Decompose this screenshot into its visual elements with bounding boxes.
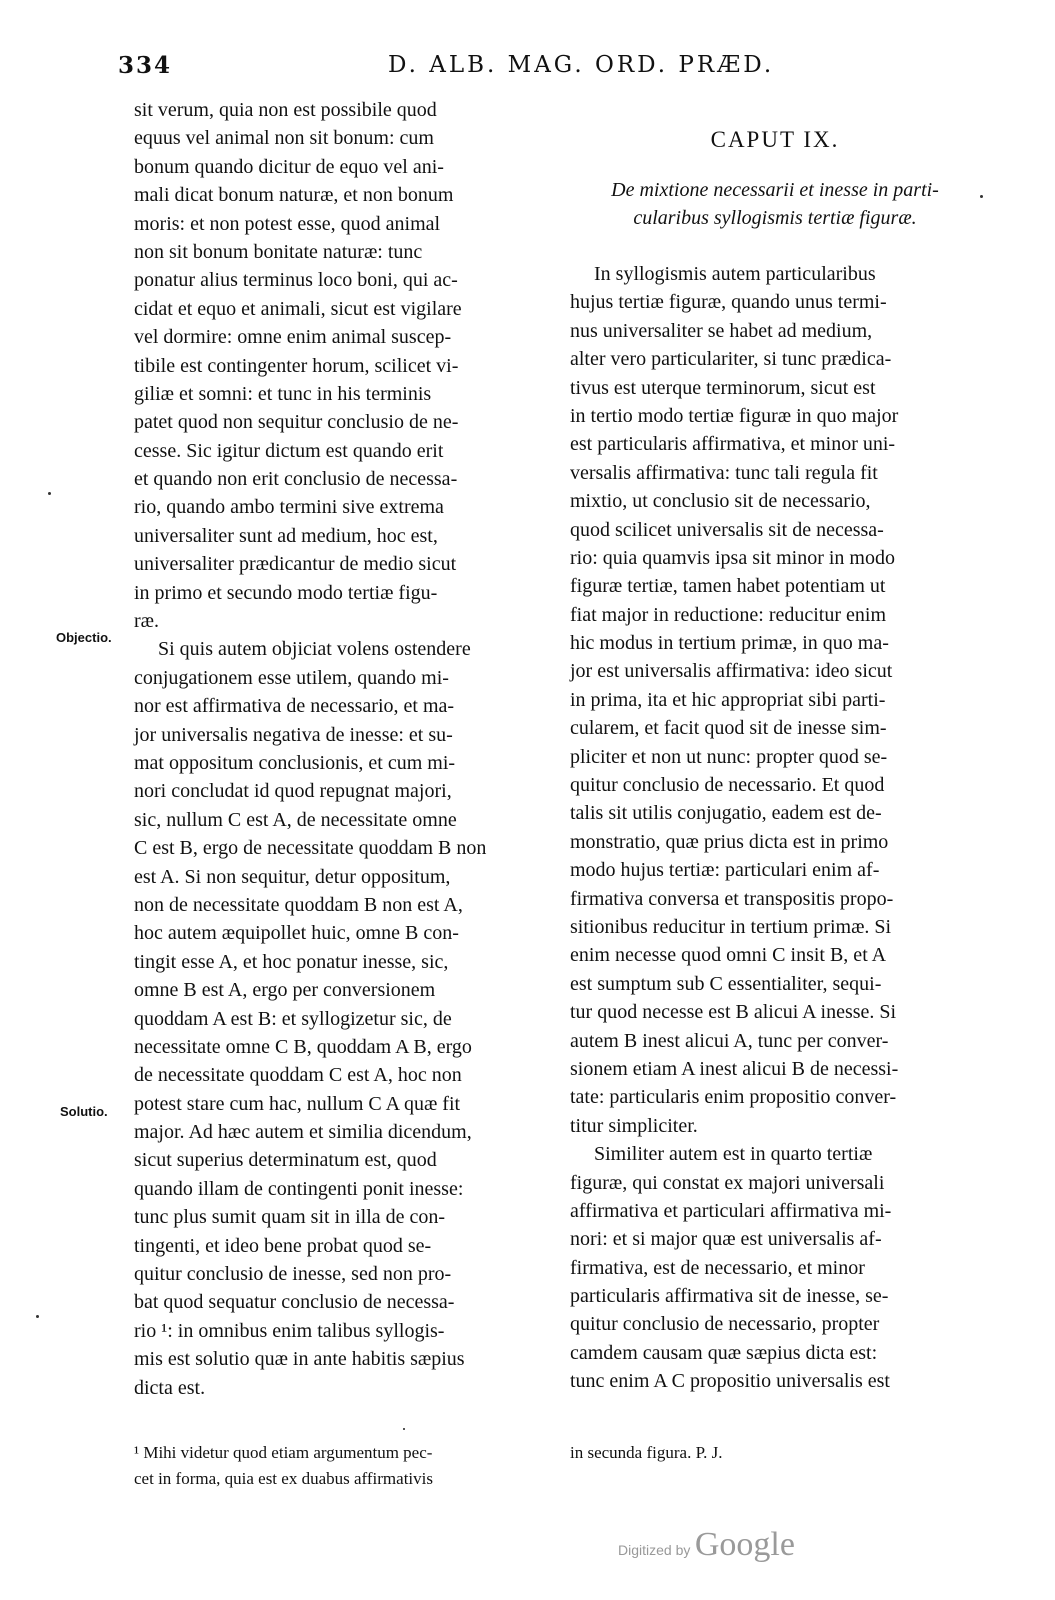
text-line: sionem etiam A inest alicui B de necessi- <box>570 1057 899 1080</box>
text-line: mali dicat bonum naturæ, et non bonum <box>134 184 454 207</box>
text-line: mat oppositum conclusionis, et cum mi- <box>134 751 456 774</box>
text-line: tivus est uterque terminorum, sicut est <box>570 376 876 399</box>
text-line: tur quod necesse est B alicui A inesse. Si <box>570 1001 897 1024</box>
text-line: cidat et equo et animali, sicut est vigilare <box>134 297 462 320</box>
text-line: firmativa conversa et transpositis propo- <box>570 887 894 910</box>
page-number: 334 <box>118 52 173 79</box>
text-line: ponatur alius terminus loco boni, qui ac- <box>134 269 458 292</box>
text-line: bonum quando dicitur de equo vel ani- <box>134 155 444 178</box>
text-line: modo hujus tertiæ: particulari enim af- <box>570 859 880 882</box>
watermark-text: Digitized by <box>618 1542 691 1558</box>
text-line: tibile est contingenter horum, scilicet vi- <box>134 354 459 377</box>
text-line: autem B inest alicui A, tunc per conver- <box>570 1029 889 1052</box>
text-line: conjugationem esse utilem, quando mi- <box>134 666 449 689</box>
text-line: rio, quando ambo termini sive extrema <box>134 496 444 519</box>
text-line: universaliter sunt ad medium, hoc est, <box>134 524 438 547</box>
text-line: equus vel animal non sit bonum: cum <box>134 127 434 150</box>
text-line: fiat major in reductione: reducitur enim <box>570 603 886 626</box>
text-line: tunc enim A C propositio universalis est <box>570 1370 890 1393</box>
text-line: versalis affirmativa: tunc tali regula fit <box>570 461 878 484</box>
text-line: et quando non erit conclusio de necessa- <box>134 468 458 491</box>
text-line: nus universaliter se habet ad medium, <box>570 319 873 342</box>
footnote-line: cet in forma, quia est ex duabus affirmativis <box>134 1469 433 1488</box>
margin-note-solutio: Solutio. <box>60 1104 108 1119</box>
text-line: universaliter prædicantur de medio sicut <box>134 553 457 576</box>
text-line: ræ. <box>134 610 159 633</box>
text-line: potest stare cum hac, nullum C A quæ fit <box>134 1092 461 1115</box>
text-line: est sumptum sub C essentialiter, sequi- <box>570 972 882 995</box>
footnote-left <box>134 1440 433 1492</box>
text-line: de necessitate quoddam C est A, hoc non <box>134 1064 462 1087</box>
right-column <box>570 96 980 1396</box>
text-line: Si quis autem objiciat volens ostendere <box>158 638 471 661</box>
text-line: hujus tertiæ figuræ, quando unus termi- <box>570 291 887 314</box>
footnote-line: in secunda figura. P. J. <box>570 1443 723 1462</box>
text-line: necessitate omne C B, quoddam A B, ergo <box>134 1035 472 1058</box>
margin-note-objectio: Objectio. <box>56 630 112 645</box>
text-line: sit verum, quia non est possibile quod <box>134 99 437 121</box>
text-line: vel dormire: omne enim animal suscep- <box>134 326 452 349</box>
text-line: cesse. Sic igitur dictum est quando erit <box>134 439 444 462</box>
text-line: cularem, et facit quod sit de inesse sim- <box>570 717 887 740</box>
text-line: camdem causam quæ sæpius dicta est: <box>570 1341 878 1364</box>
chapter-subtitle-line: De mixtione necessarii et inesse in parti- <box>611 179 939 201</box>
speck <box>36 1315 39 1318</box>
text-line: figuræ tertiæ, tamen habet potentiam ut <box>570 575 886 598</box>
text-line: major. Ad hæc autem et similia dicendum, <box>134 1121 472 1144</box>
text-line: giliæ et somni: et tunc in his terminis <box>134 382 432 405</box>
text-line: sic, nullum C est A, de necessitate omne <box>134 808 457 831</box>
left-column <box>134 96 544 1402</box>
text-line: moris: et non potest esse, quod animal <box>134 212 441 235</box>
text-line: omne B est A, ergo per conversionem <box>134 979 436 1002</box>
text-line: quando illam de contingenti ponit inesse: <box>134 1177 464 1200</box>
footnote-line: ¹ Mihi videtur quod etiam argumentum pec- <box>134 1443 433 1462</box>
chapter-subtitle <box>570 176 980 232</box>
footnote-mark <box>403 1428 405 1430</box>
text-line: mis est solutio quæ in ante habitis sæpius <box>134 1348 465 1371</box>
text-line: quoddam A est B: et syllogizetur sic, de <box>134 1007 452 1030</box>
text-line: alter vero particulariter, si tunc prædica- <box>570 348 892 371</box>
text-line: dicta est. <box>134 1376 206 1399</box>
text-line: quod scilicet universalis sit de necessa- <box>570 518 884 541</box>
chapter-subtitle-line: cularibus syllogismis tertiæ figuræ. <box>633 207 917 229</box>
text-line: Similiter autem est in quarto tertiæ <box>594 1143 873 1166</box>
text-line: rio: quia quamvis ipsa sit minor in modo <box>570 546 895 569</box>
text-line: tunc plus sumit quam sit in illa de con- <box>134 1206 446 1229</box>
text-line: hic modus in tertium primæ, in quo ma- <box>570 632 889 655</box>
text-line: non sit bonum bonitate naturæ: tunc <box>134 240 423 263</box>
text-line: tingit esse A, et hoc ponatur inesse, sic, <box>134 950 449 973</box>
page-header <box>118 52 1018 82</box>
text-line: titur simpliciter. <box>570 1114 698 1137</box>
text-line: talis sit utilis conjugatio, eadem est de- <box>570 802 882 825</box>
text-line: in primo et secundo modo tertiæ figu- <box>134 581 438 604</box>
text-line: quitur conclusio de necessario, propter <box>570 1313 880 1336</box>
text-line: non de necessitate quoddam B non est A, <box>134 893 463 916</box>
text-line: pliciter et non ut nunc: propter quod se- <box>570 745 888 768</box>
text-line: est particularis affirmativa, et minor uni- <box>570 433 896 456</box>
text-line: est A. Si non sequitur, detur oppositum, <box>134 865 451 888</box>
text-line: In syllogismis autem particularibus <box>594 263 876 285</box>
text-line: hoc autem æquipollet huic, omne B con- <box>134 922 459 945</box>
speck <box>48 492 51 495</box>
text-line: nor est affirmativa de necessario, et ma- <box>134 695 455 718</box>
text-line: particularis affirmativa sit de inesse, se- <box>570 1285 889 1308</box>
text-line: firmativa, est de necessario, et minor <box>570 1256 865 1279</box>
text-line: in prima, ita et hic appropriat sibi parti- <box>570 688 886 711</box>
text-line: enim necesse quod omni C insit B, et A <box>570 944 887 967</box>
text-line: jor universalis negativa de inesse: et su- <box>134 723 453 746</box>
footnote-right <box>570 1440 723 1466</box>
digitized-watermark <box>618 1526 795 1564</box>
text-line: nori: et si major quæ est universalis af- <box>570 1228 882 1251</box>
text-line: patet quod non sequitur conclusio de ne- <box>134 411 459 434</box>
text-line: tingenti, et ideo bene probat quod se- <box>134 1234 432 1257</box>
text-line: bat quod sequatur conclusio de necessa- <box>134 1291 455 1314</box>
speck <box>980 195 983 198</box>
text-line: C est B, ergo de necessitate quoddam B non <box>134 837 487 860</box>
right-text-body <box>570 260 980 1396</box>
text-line: sicut superius determinatum est, quod <box>134 1149 437 1172</box>
text-line: nori concludat id quod repugnat majori, <box>134 780 452 803</box>
text-line: jor est universalis affirmativa: ideo sicut <box>570 660 893 683</box>
text-line: rio ¹: in omnibus enim talibus syllogis- <box>134 1319 445 1342</box>
text-line: tate: particularis enim propositio conver- <box>570 1086 897 1109</box>
google-logo: Google <box>694 1526 795 1563</box>
text-line: in tertio modo tertiæ figuræ in quo major <box>570 404 899 427</box>
text-line: affirmativa et particulari affirmativa mi- <box>570 1199 892 1222</box>
text-line: mixtio, ut conclusio sit de necessario, <box>570 490 871 513</box>
text-line: monstratio, quæ prius dicta est in primo <box>570 830 889 853</box>
running-title: D. ALB. MAG. ORD. PRÆD. <box>388 52 775 78</box>
text-line: sitionibus reducitur in tertium primæ. Si <box>570 915 892 938</box>
chapter-title: CAPUT IX. <box>710 127 840 152</box>
text-line: quitur conclusio de necessario. Et quod <box>570 774 885 797</box>
text-line: quitur conclusio de inesse, sed non pro- <box>134 1263 452 1286</box>
text-line: figuræ, qui constat ex majori universali <box>570 1171 885 1194</box>
